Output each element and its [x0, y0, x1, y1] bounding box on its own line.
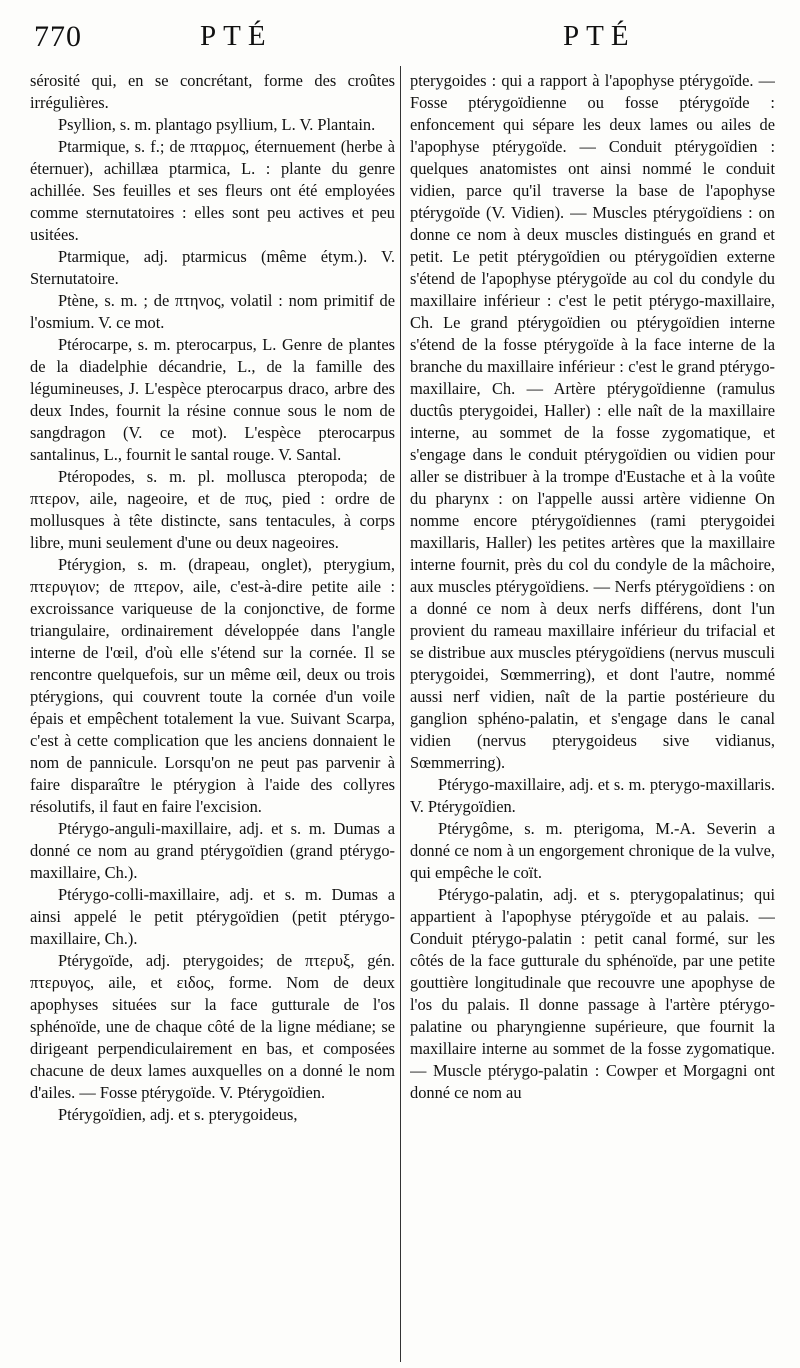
entry-paragraph: Ptérygo-maxillaire, adj. et s. m. pterygo-maxillaris. V. Ptérygoïdien. — [410, 775, 775, 816]
entry-paragraph: Ptarmique, adj. ptarmicus (même étym.). V. Sternutatoire. — [30, 247, 395, 288]
entry-paragraph: sérosité qui, en se concrétant, forme des croûtes irrégulières. — [30, 71, 395, 112]
entry-paragraph: Ptérygo-anguli-maxillaire, adj. et s. m. Dumas a donné ce nom au grand ptérygoïdien (grand ptérygo-maxillaire, Ch.). — [30, 819, 395, 882]
entry-paragraph: Ptéropodes, s. m. pl. mollusca pteropoda; de πτερον, aile, nageoire, et de πυς, pied : ordre de mollusques à tête distincte, sans tentacules, à corps libre, muni seulement d'une ou deux nageoires. — [30, 467, 395, 552]
entry-paragraph: pterygoides : qui a rapport à l'apophyse ptérygoïde. — Fosse ptérygoïdienne ou fosse ptérygoïde : enfoncement qui sépare les deux lames ou ailes de l'apophyse ptérygoïde. — Conduit ptérygoïdien : quelques anatomistes ont ainsi nommé le conduit vidien, parce qu'il traverse la base de l'apophyse ptérygoïde (V. Vidien). — Muscles ptérygoïdiens : on donne ce nom à deux muscles distingués en grand et petit. Le petit ptérygoïdien ou ptérygoïdien externe s'étend de l'apophyse ptérygoïde au col du condyle du maxillaire inférieur : c'est le petit ptérygo-maxillaire, Ch. Le grand ptérygoïdien ou ptérygoïdien interne s'étend de la fosse ptérygoïde à la face interne de la branche du maxillaire inférieur : c'est le grand ptérygo-maxillaire, Ch. — Artère ptérygoïdienne (ramulus ductûs pterygoidei, Haller) : elle naît de la maxillaire interne, au sommet de la fosse zygomatique, et s'engage dans le conduit ptérygoïdien ou vidien pour aller se distribuer à la trompe d'Eustache et à la voûte du pharynx : on l'appelle aussi artère vidienne On nomme encore ptérygoïdiennes (rami pterygoidei maxillaris, Haller) les petites artères que la maxillaire interne fournit, près du col du condyle de la mâchoire, aux muscles ptérygoïdiens. — Nerfs ptérygoïdiens : on a donné ce nom à deux nerfs différens, dont l'un provient du rameau maxillaire inférieur du trifacial et se distribue aux muscles ptérygoïdiens (nervus musculi pterygoidei, Sœmmerring), et dont l'autre, nommé aussi nerf vidien, naît de la partie postérieure du ganglion sphéno-palatin, et s'engage dans le canal vidien (nervus pterygoideus sive vidianus, Sœmmerring). — [410, 71, 775, 772]
entry-paragraph: Ptérygôme, s. m. pterigoma, M.-A. Severin a donné ce nom à un engorgement chronique de la vulve, qui empêche le coït. — [410, 819, 775, 882]
entry-paragraph: Ptérygion, s. m. (drapeau, onglet), pterygium, πτερυγιον; de πτερον, aile, c'est-à-dire petite aile : excroissance variqueuse de la conjonctive, de forme triangulaire, ordinairement développée dans l'angle interne de l'œil, d'où elle s'étend sur la cornée. Il se rencontre quelquefois, sur un même œil, deux ou trois ptérygions, qui couvrent toute la cornée d'un voile épais et empêchent totalement la vue. Suivant Scarpa, c'est à cette complication que les anciens donnaient le nom de panniculе. Lorsqu'on ne peut pas parvenir à faire disparaître le ptérygion à l'aide des collyres résolutifs, il faut en faire l'excision. — [30, 555, 395, 816]
entry-paragraph: Psyllion, s. m. plantago psyllium, L. V. Plantain. — [58, 115, 376, 134]
column-divider — [400, 66, 401, 1362]
left-column — [30, 70, 395, 1360]
entry-paragraph: Ptérygo-palatin, adj. et s. pterygopalatinus; qui appartient à l'apophyse ptérygoïde et au palais. — Conduit ptérygo-palatin : petit canal formé, sur les côtés de la face gutturale du sphénoïde, par une petite gouttière longitudinale que recouvre une apophyse de l'os du palais. Il donne passage à l'artère ptérygo-palatine ou pharyngienne supérieure, que fournit la maxillaire interne au sommet de la fosse zygomatique. — Muscle ptérygo-palatin : Cowper et Morgagni ont donné ce nom au — [410, 885, 775, 1102]
entry-paragraph: Ptarmique, s. f.; de πταρμος, éternuement (herbe à éternuer), achillæa ptarmica, L. : plante du genre achillée. Ses feuilles et ses fleurs ont été employées comme sternutatoires : elles sont peu actives et peu usitées. — [30, 137, 395, 244]
page-header — [0, 8, 800, 64]
page-number: 770 — [34, 20, 82, 53]
entry-paragraph: Ptérygoïde, adj. pterygoides; de πτερυξ, gén. πτερυγος, aile, et ειδος, forme. Nom de deux apophyses situées sur la face gutturale de l'os sphénoïde, une de chaque côté de la ligne médiane; se dirigeant perpendiculairement en bas, et composées chacune de deux lames auxquelles on a donné le nom d'ailes. — Fosse ptérygoïde. V. Ptérygoïdien. — [30, 951, 395, 1102]
entry-paragraph: Ptène, s. m. ; de πτηνος, volatil : nom primitif de l'osmium. V. ce mot. — [30, 291, 395, 332]
entry-paragraph: Ptérygoïdien, adj. et s. pterygoideus, — [58, 1105, 298, 1124]
entry-paragraph: Ptérocarpe, s. m. pterocarpus, L. Genre de plantes de la diadelphie décandrie, L., de la famille des légumineuses, J. L'espèce pterocarpus draco, arbre des deux Indes, fournit la résine connue sous le nom de sangdragon (V. ce mot). L'espèce pterocarpus santalinus, L., fournit le santal rouge. V. Santal. — [30, 335, 395, 464]
entry-paragraph: Ptérygo-colli-maxillaire, adj. et s. m. Dumas a ainsi appelé le petit ptérygoïdien (petit ptérygo-maxillaire, Ch.). — [30, 885, 395, 948]
running-head-right: PTÉ — [563, 20, 636, 52]
right-column — [410, 70, 775, 1360]
running-head-left: PTÉ — [200, 20, 273, 52]
